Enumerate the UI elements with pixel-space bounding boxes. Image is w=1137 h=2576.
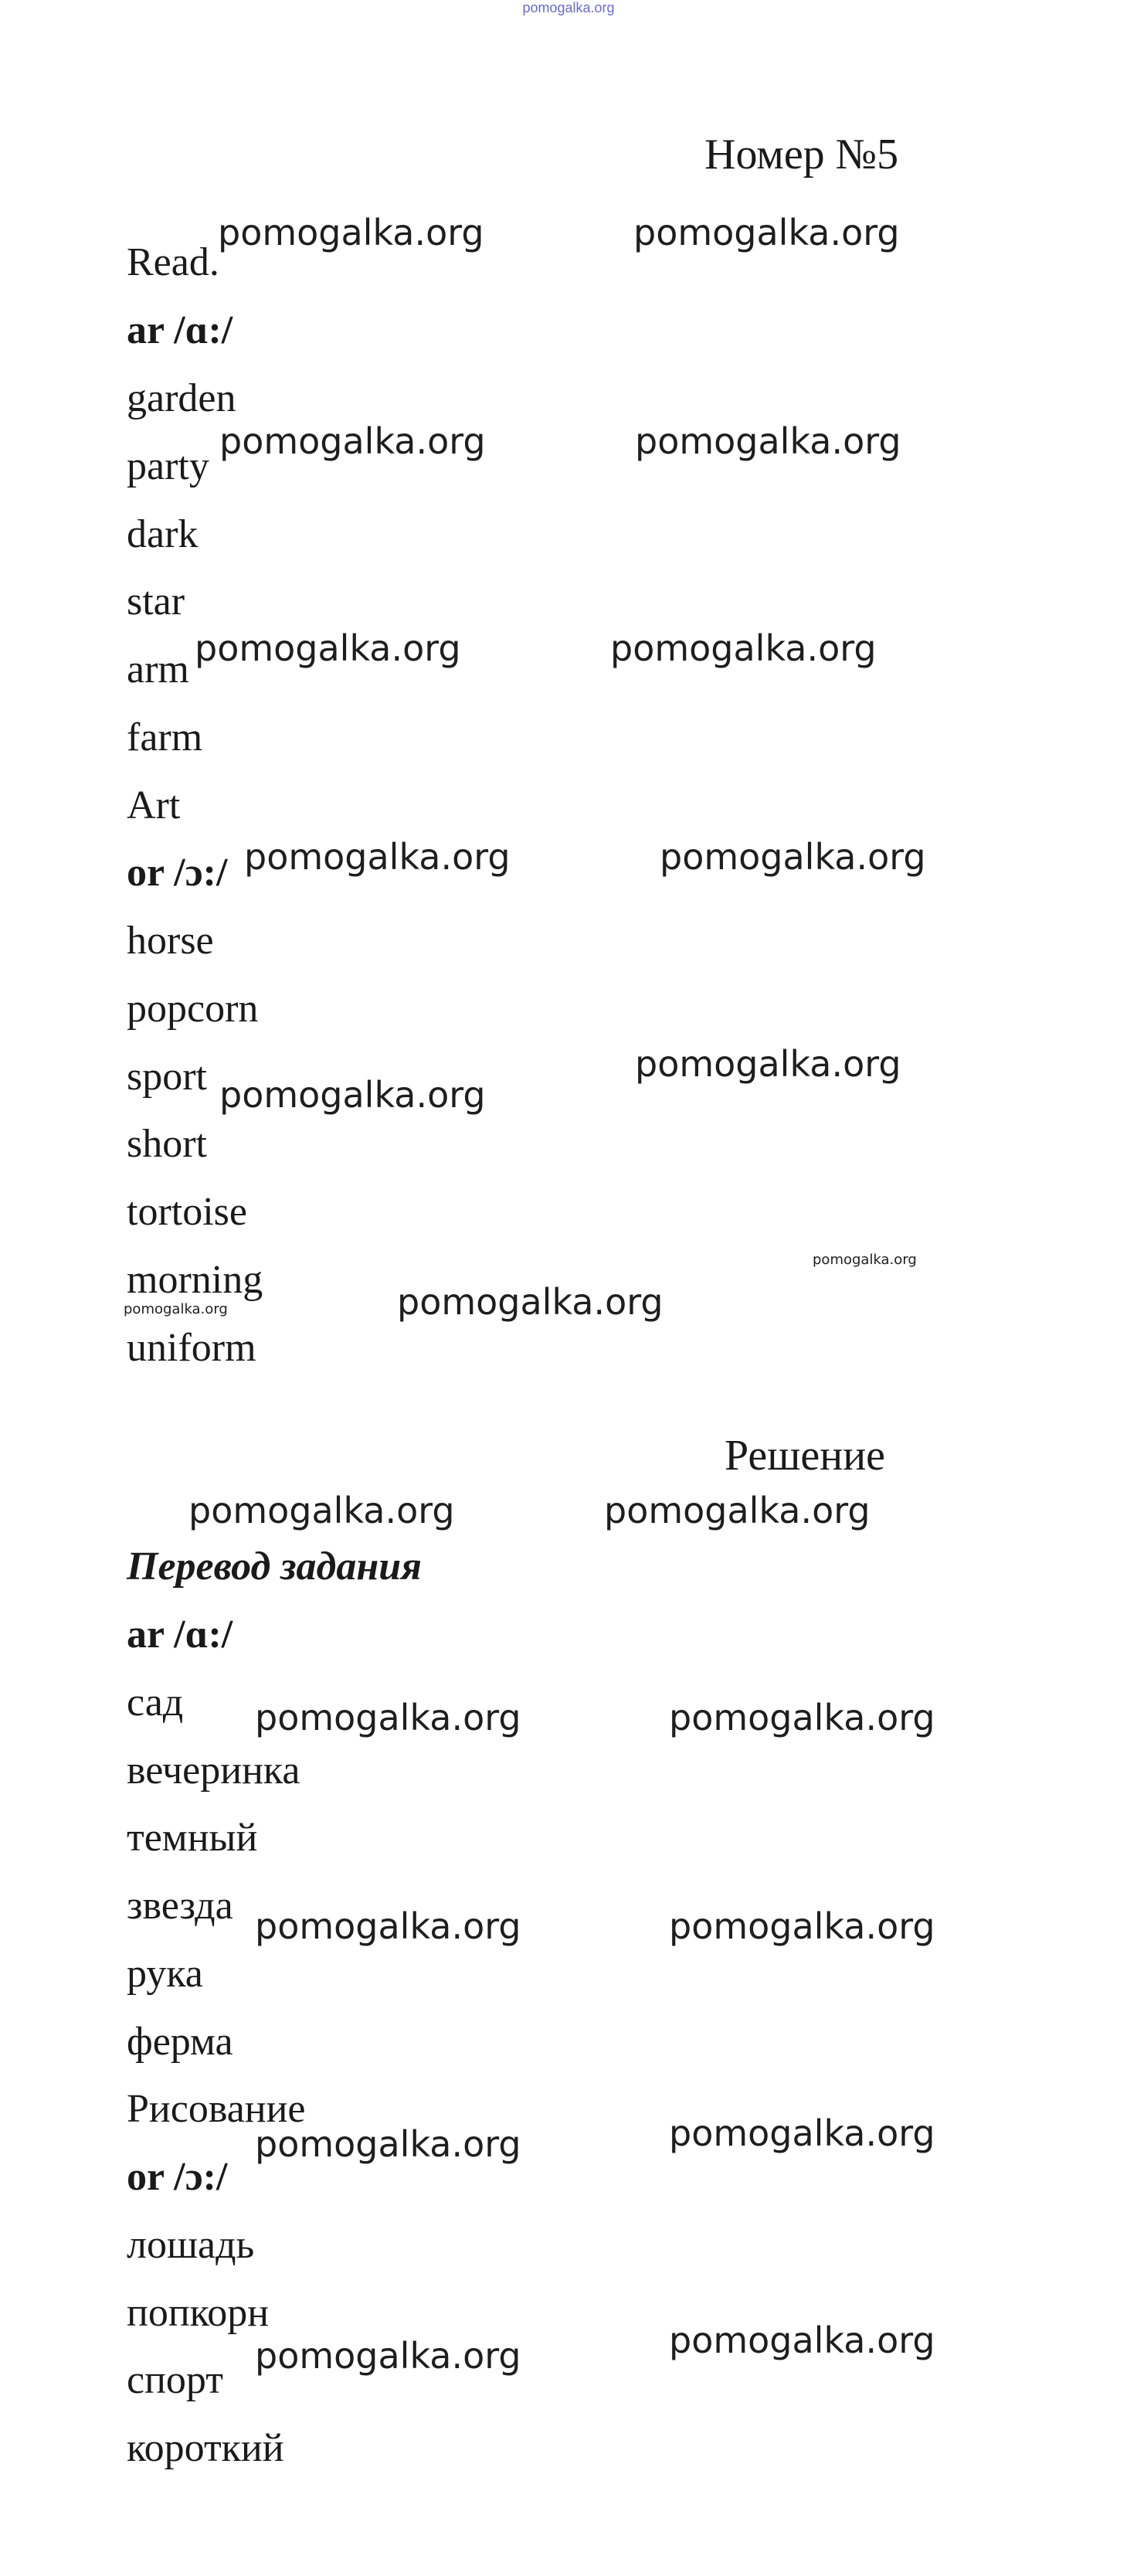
solution-group-ar: ar /ɑ:/ [127, 1613, 233, 1657]
watermark: pomogalka.org [397, 1281, 664, 1323]
watermark: pomogalka.org [633, 212, 900, 253]
watermark: pomogalka.org [195, 627, 461, 669]
task-word: short [127, 1122, 207, 1166]
watermark: pomogalka.org [244, 836, 511, 878]
watermark: pomogalka.org [219, 420, 486, 462]
task-word: party [127, 444, 209, 488]
watermark: pomogalka.org [188, 1490, 455, 1531]
task-number-title: Номер №5 [704, 131, 899, 178]
watermark: pomogalka.org [635, 1043, 901, 1085]
task-group-ar: ar /ɑ:/ [127, 308, 233, 352]
watermark: pomogalka.org [660, 836, 926, 878]
watermark: pomogalka.org [255, 2335, 521, 2377]
watermark: pomogalka.org [604, 1490, 871, 1531]
task-word: popcorn [127, 987, 259, 1031]
task-word: star [127, 579, 185, 624]
solution-word: сад [127, 1681, 184, 1725]
solution-word: попкорн [127, 2291, 270, 2335]
watermark: pomogalka.org [255, 1697, 521, 1738]
watermark: pomogalka.org [255, 2123, 521, 2165]
solution-group-or: or /ɔ:/ [127, 2155, 228, 2199]
task-word: Art [127, 783, 181, 828]
watermark: pomogalka.org [669, 1905, 935, 1947]
solution-word: звезда [127, 1884, 233, 1928]
watermark: pomogalka.org [669, 2319, 935, 2361]
solution-word: спорт [127, 2358, 223, 2402]
solution-word: рука [127, 1952, 203, 1996]
task-word: dark [127, 512, 199, 556]
watermark: pomogalka.org [669, 2112, 935, 2154]
solution-word: ферма [127, 2020, 233, 2064]
solution-word: лошадь [127, 2223, 255, 2267]
task-word: uniform [127, 1326, 256, 1370]
watermark: pomogalka.org [813, 1252, 917, 1268]
task-word: horse [127, 919, 214, 963]
watermark: pomogalka.org [219, 1074, 486, 1116]
task-word: tortoise [127, 1190, 247, 1234]
task-instruction: Read. [127, 240, 219, 284]
translation-heading: Перевод задания [127, 1545, 422, 1589]
solution-word: вечеринка [127, 1748, 300, 1793]
task-word: morning [127, 1258, 263, 1302]
task-word: farm [127, 715, 203, 760]
top-watermark: pomogalka.org [522, 0, 615, 15]
watermark: pomogalka.org [124, 1301, 228, 1317]
solution-word: короткий [127, 2426, 284, 2470]
task-word: sport [127, 1055, 207, 1099]
solution-word: Рисование [127, 2087, 306, 2131]
solution-title: Решение [725, 1432, 886, 1480]
watermark: pomogalka.org [635, 420, 901, 462]
watermark: pomogalka.org [669, 1697, 935, 1738]
task-group-or: or /ɔ:/ [127, 851, 228, 895]
task-word: garden [127, 376, 236, 420]
watermark: pomogalka.org [255, 1905, 521, 1947]
solution-word: темный [127, 1816, 258, 1860]
task-word: arm [127, 647, 189, 692]
watermark: pomogalka.org [610, 627, 877, 669]
watermark: pomogalka.org [218, 212, 484, 253]
